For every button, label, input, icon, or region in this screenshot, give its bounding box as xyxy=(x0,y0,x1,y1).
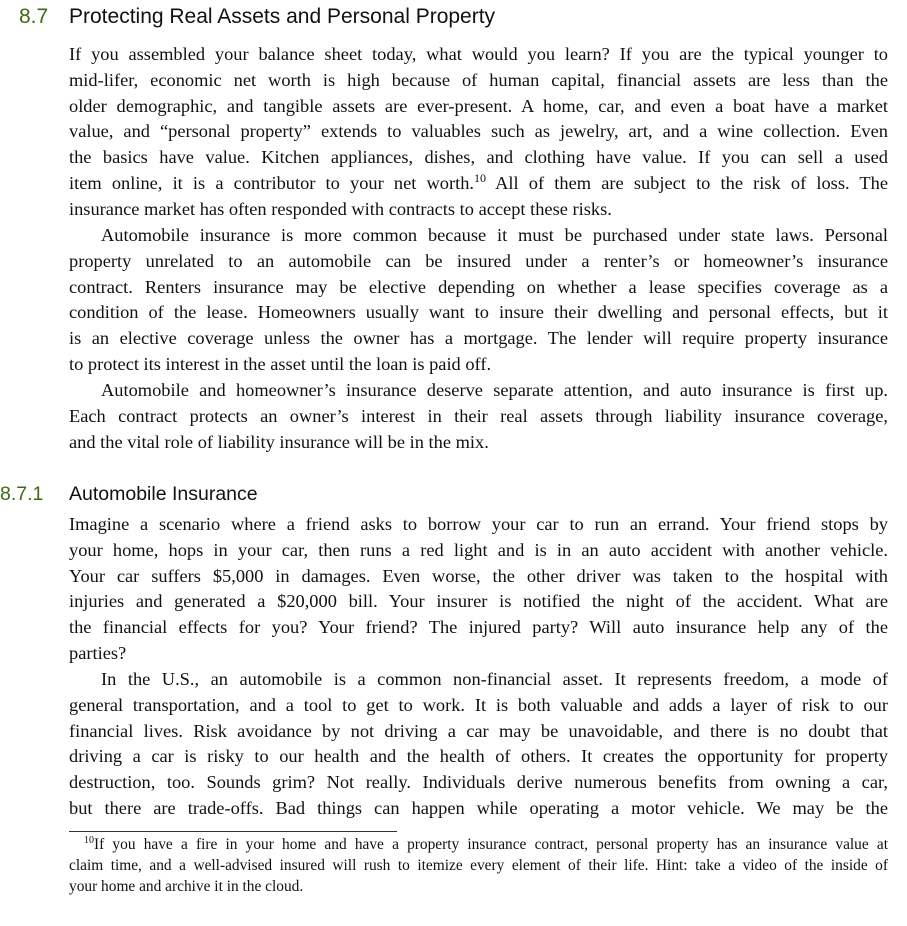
text-line: mid-lifer, economic net worth is high because of human capital, financial assets are less than the xyxy=(69,69,888,90)
paragraph-separate-attention xyxy=(69,378,888,455)
text-line: Your car suffers $5,000 in damages. Even worse, the other driver was taken to the hospital with xyxy=(69,565,888,586)
text-segment: All of them are subject to the risk of loss. The xyxy=(486,172,888,193)
text-line: value, and “personal property” extends to valuables such as jewelry, art, and a wine collection. Even xyxy=(69,121,888,142)
text-line: If you assembled your balance sheet today, what would you learn? If you are the typical younger to xyxy=(69,44,888,64)
text-line: to protect its interest in the asset until the loan is paid off. xyxy=(69,353,492,374)
paragraph-scenario xyxy=(69,512,888,667)
text-line: Automobile insurance is more common because it must be purchased under state laws. Personal xyxy=(101,225,888,245)
footnote-line: claim time, and a well-advised insured will rush to itemize every element of their life. Hint: take a video of the inside of xyxy=(69,857,888,874)
text-segment: item online, it is a contributor to your net worth. xyxy=(69,172,475,193)
text-line: is an elective coverage unless the owner has a mortgage. The lender will require property insurance xyxy=(69,328,888,349)
text-line: property unrelated to an automobile can be insured under a renter’s or homeowner’s insurance xyxy=(69,250,888,271)
footnote xyxy=(69,834,888,897)
text-line: driving a car is risky to our health and the health of others. It creates the opportunity for property xyxy=(69,746,888,767)
text-line: destruction, too. Sounds grim? Not really. Individuals derive numerous benefits from owning a car, xyxy=(69,772,888,793)
text-line: your home, hops in your car, then runs a red light and is in an auto accident with another vehicle. xyxy=(69,539,888,560)
text-line: Each contract protects an owner’s interest in their real assets through liability insurance coverage, xyxy=(69,405,888,426)
text-line: parties? xyxy=(69,642,127,663)
paragraph-automobile-insurance-common xyxy=(69,223,888,378)
text-line: condition of the lease. Homeowners usually want to insure their dwelling and personal effects, but it xyxy=(69,302,888,323)
text-line-with-footnote xyxy=(69,171,888,197)
text-line: general transportation, and a tool to get to work. It is both valuable and adds a layer of risk to our xyxy=(69,694,888,715)
subsection-number: 8.7.1 xyxy=(0,483,44,505)
text-line: financial lives. Risk avoidance by not driving a car may be unavoidable, and there is no doubt that xyxy=(69,720,888,741)
text-line: and the vital role of liability insurance will be in the mix. xyxy=(69,431,489,452)
footnote-divider xyxy=(69,831,397,832)
footnote-line: your home and archive it in the cloud. xyxy=(69,878,304,895)
paragraph-non-financial-asset xyxy=(69,667,888,822)
text-line: the financial effects for you? Your friend? The injured party? Will auto insurance help any of the xyxy=(69,617,888,638)
text-line: contract. Renters insurance may be elective depending on whether a lease specifies coverage as a xyxy=(69,276,888,297)
footnote-text: If you have a fire in your home and have a property insurance contract, personal property has an insurance value at xyxy=(94,836,888,853)
footnote-marker: 10 xyxy=(84,835,94,846)
section-title: Protecting Real Assets and Personal Property xyxy=(69,5,496,28)
text-line: Automobile and homeowner’s insurance deserve separate attention, and auto insurance is first up. xyxy=(101,380,888,400)
text-line: In the U.S., an automobile is a common non-financial asset. It represents freedom, a mode of xyxy=(101,669,888,689)
footnote-reference[interactable]: 10 xyxy=(474,170,487,185)
text-line: injuries and generated a $20,000 bill. Your insurer is notified the night of the accident. What are xyxy=(69,591,888,612)
paragraph-balance-sheet xyxy=(69,42,888,223)
section-number: 8.7 xyxy=(19,5,49,28)
text-line: insurance market has often responded with contracts to accept these risks. xyxy=(69,198,612,219)
subsection-title: Automobile Insurance xyxy=(69,483,258,505)
footnote-line xyxy=(69,834,888,855)
text-line: Imagine a scenario where a friend asks to borrow your car to run an errand. Your friend stops by xyxy=(69,514,888,534)
text-line: older demographic, and tangible assets are ever-present. A home, car, and even a boat have a market xyxy=(69,95,888,116)
text-line: but there are trade-offs. Bad things can happen while operating a motor vehicle. We may be the xyxy=(69,797,888,818)
text-line: the basics have value. Kitchen appliances, dishes, and clothing have value. If you can sell a used xyxy=(69,147,888,168)
